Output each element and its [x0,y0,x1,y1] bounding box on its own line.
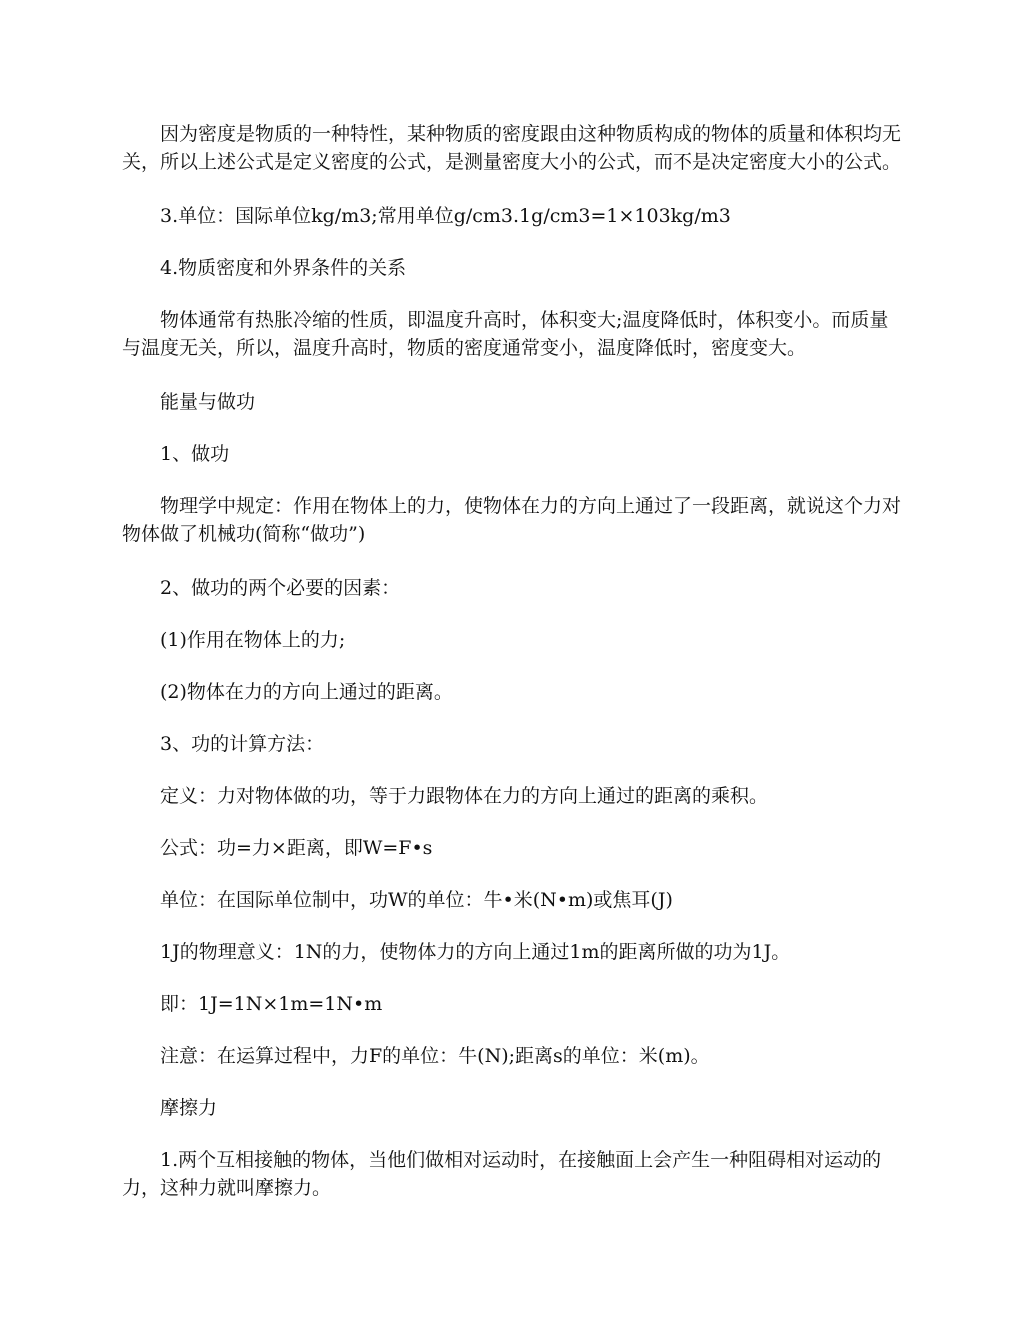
section-heading-friction: 摩擦力 [160,1097,218,1119]
paragraph-friction-definition: 1.两个互相接触的物体，当他们做相对运动时，在接触面上会产生一种阻碍相对运动的力，这种力就叫摩擦力。 [122,1149,882,1199]
paragraph-unit-note: 注意：在运算过程中，力F的单位：牛(N);距离s的单位：米(m)。 [160,1045,710,1067]
paragraph-density-conditions-heading: 4.物质密度和外界条件的关系 [160,257,407,279]
document-body [122,120,907,1202]
paragraph-work-formula: 公式：功=力×距离，即W=F•s [160,837,433,859]
paragraph-work-definition: 物理学中规定：作用在物体上的力，使物体在力的方向上通过了一段距离，就说这个力对物体做了机械功(简称“做功”) [122,495,902,545]
paragraph-work-calc-definition: 定义：力对物体做的功，等于力跟物体在力的方向上通过的距离的乘积。 [160,785,769,807]
list-item-factor-force: (1)作用在物体上的力; [160,629,346,651]
paragraph-density-property: 因为密度是物质的一种特性，某种物质的密度跟由这种物质构成的物体的质量和体积均无关，所以上述公式是定义密度的公式，是测量密度大小的公式，而不是决定密度大小的公式。 [122,123,902,173]
subheading-doing-work: 1、做功 [160,443,230,465]
paragraph-work-unit: 单位：在国际单位制中，功W的单位：牛•米(N•m)或焦耳(J) [160,889,673,911]
paragraph-joule-equation: 即：1J=1N×1m=1N•m [160,993,383,1015]
list-item-factor-distance: (2)物体在力的方向上通过的距离。 [160,681,453,703]
paragraph-density-units: 3.单位：国际单位kg/m3;常用单位g/cm3.1g/cm3=1×103kg/m3 [160,205,731,227]
subheading-work-calculation: 3、功的计算方法： [160,733,325,755]
paragraph-joule-meaning: 1J的物理意义：1N的力，使物体力的方向上通过1m的距离所做的功为1J。 [160,941,791,963]
subheading-work-factors: 2、做功的两个必要的因素： [160,577,401,599]
paragraph-thermal-expansion: 物体通常有热胀冷缩的性质，即温度升高时，体积变大;温度降低时，体积变小。而质量与温度无关，所以，温度升高时，物质的密度通常变小，温度降低时，密度变大。 [122,309,889,359]
section-heading-energy-work: 能量与做功 [160,391,256,413]
